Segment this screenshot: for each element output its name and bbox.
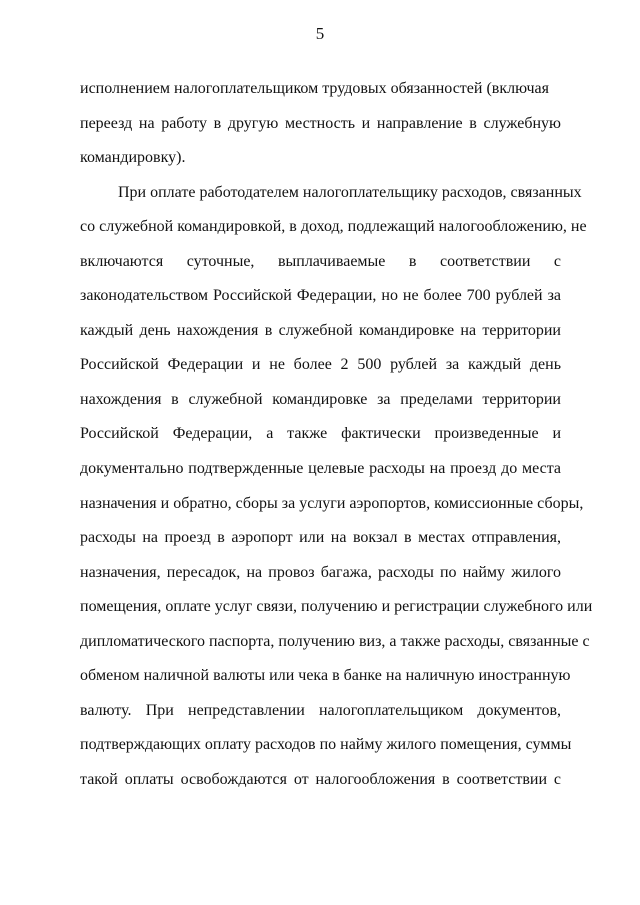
text-line: такой оплаты освобождаются от налогообложения в соответствии с xyxy=(80,770,561,788)
text-line: Российской Федерации и не более 2 500 рублей за каждый день xyxy=(80,356,561,374)
text-line: обменом наличной валюты или чека в банке на наличную иностранную xyxy=(80,667,571,685)
page-number: 5 xyxy=(315,24,325,43)
text-line: подтверждающих оплату расходов по найму жилого помещения, суммы xyxy=(80,736,572,754)
text-line: со служебной командировкой, в доход, подлежащий налогообложению, не xyxy=(80,218,587,236)
text-line: включаются суточные, выплачиваемые в соответствии с xyxy=(80,252,561,270)
text-line: законодательством Российской Федерации, но не более 700 рублей за xyxy=(80,287,561,305)
text-line: валюту. При непредставлении налогоплательщиком документов, xyxy=(80,701,561,719)
text-line: каждый день нахождения в служебной командировке на территории xyxy=(80,321,561,339)
text-line: дипломатического паспорта, получению виз, а также расходы, связанные с xyxy=(80,632,590,650)
text-line: нахождения в служебной командировке за пределами территории xyxy=(80,390,561,408)
text-line: документально подтвержденные целевые расходы на проезд до места xyxy=(80,460,561,478)
text-line: переезд на работу в другую местность и направление в служебную xyxy=(80,114,561,132)
text-line: Российской Федерации, а также фактически произведенные и xyxy=(80,425,561,443)
text-line: назначения, пересадок, на провоз багажа, расходы по найму жилого xyxy=(80,563,561,581)
text-line: расходы на проезд в аэропорт или на вокзал в местах отправления, xyxy=(80,529,561,547)
text-line: назначения и обратно, сборы за услуги аэропортов, комиссионные сборы, xyxy=(80,494,584,512)
text-line: командировку). xyxy=(80,149,186,167)
text-line: исполнением налогоплательщиком трудовых обязанностей (включая xyxy=(80,80,549,97)
text-line: помещения, оплате услуг связи, получению и регистрации служебного или xyxy=(80,598,593,616)
paragraph-first-line: При оплате работодателем налогоплательщику расходов, связанных xyxy=(118,183,582,201)
body-text xyxy=(80,72,593,797)
